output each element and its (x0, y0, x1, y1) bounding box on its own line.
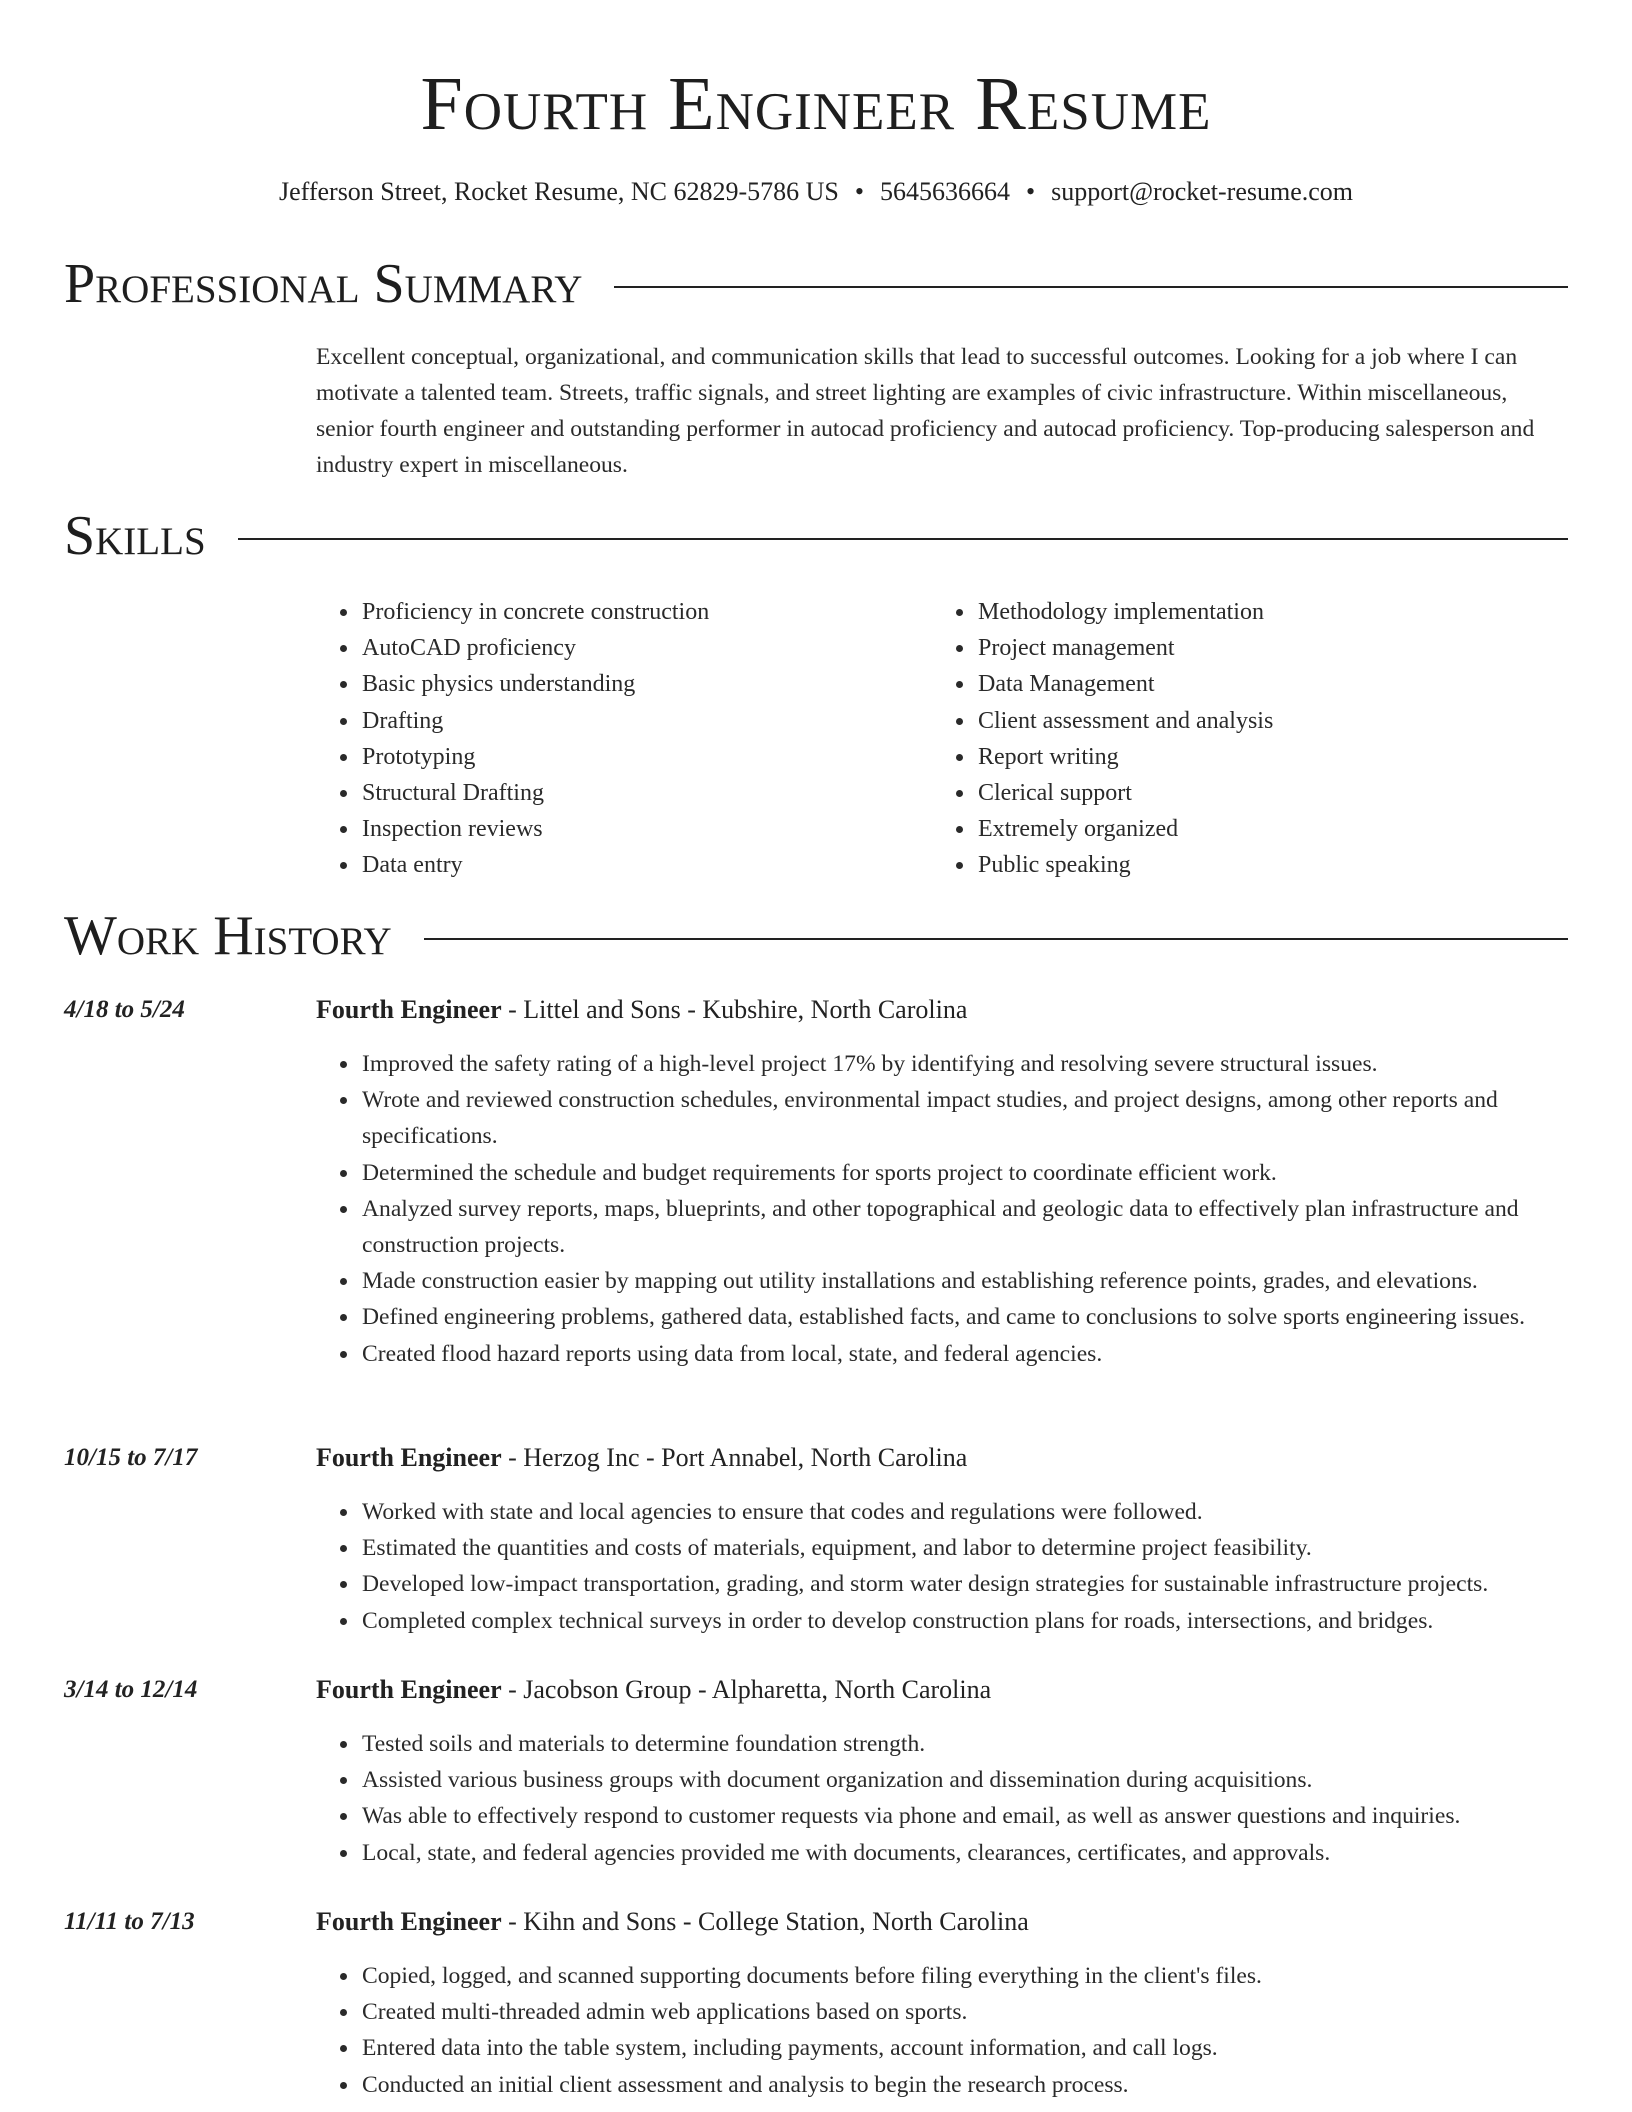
job-bullet: • Developed low-impact transportation, grading, and storm water design strategies for sustainable infrastructure projects. (360, 1566, 1570, 1602)
job-title: Fourth Engineer (316, 995, 502, 1024)
job-bullets (316, 1494, 1570, 1639)
job-dates: 11/11 to 7/13 (64, 1908, 195, 1935)
job-bullets (316, 1958, 1570, 2103)
job-bullet: • Determined the schedule and budget requirements for sports project to coordinate efficient work. (360, 1155, 1570, 1191)
skill-item: • Proficiency in concrete construction (360, 594, 709, 630)
skill-item: • Prototyping (360, 739, 709, 775)
job-bullet: • Entered data into the table system, including payments, account information, and call logs. (360, 2030, 1570, 2066)
job-bullet: • Wrote and reviewed construction schedules, environmental impact studies, and project designs, among other reports and specifications. (360, 1082, 1570, 1154)
job-bullet: • Copied, logged, and scanned supporting documents before filing everything in the client's files. (360, 1958, 1570, 1994)
skill-item: • Methodology implementation (976, 594, 1273, 630)
contact-phone: 5645636664 (879, 177, 1010, 206)
summary-section-header (64, 252, 1568, 316)
job-bullet: • Created flood hazard reports using data from local, state, and federal agencies. (360, 1336, 1570, 1372)
job-employer: - Herzog Inc - Port Annabel, North Carolina (501, 1443, 968, 1472)
section-divider (424, 938, 1568, 940)
job-heading (316, 1906, 1029, 1938)
job-employer: - Littel and Sons - Kubshire, North Carolina (501, 995, 968, 1024)
job-heading (316, 1442, 967, 1474)
job-bullets (316, 1726, 1570, 1871)
job-bullet: • Estimated the quantities and costs of materials, equipment, and labor to determine project feasibility. (360, 1530, 1570, 1566)
contact-separator: • (1025, 177, 1036, 206)
section-divider (614, 286, 1568, 288)
job-title: Fourth Engineer (316, 1443, 502, 1472)
job-title: Fourth Engineer (316, 1675, 502, 1704)
job-heading (316, 1674, 991, 1706)
skill-item: • Drafting (360, 703, 709, 739)
job-bullet: • Was able to effectively respond to customer requests via phone and email, as well as answer questions and inquiries. (360, 1798, 1570, 1834)
job-bullet: • Improved the safety rating of a high-level project 17% by identifying and resolving severe structural issues. (360, 1046, 1570, 1082)
job-bullets (316, 1046, 1570, 1372)
job-bullet: • Conducted an initial client assessment and analysis to begin the research process. (360, 2067, 1570, 2103)
contact-line (0, 176, 1632, 208)
skills-section-header (64, 504, 1568, 568)
skill-item: • Basic physics understanding (360, 666, 709, 702)
job-bullet: • Local, state, and federal agencies provided me with documents, clearances, certificates, and approvals. (360, 1835, 1570, 1871)
job-dates: 10/15 to 7/17 (64, 1444, 198, 1471)
job-heading (316, 994, 967, 1026)
work-history-section-header (64, 904, 1568, 968)
job-employer: - Jacobson Group - Alpharetta, North Carolina (501, 1675, 992, 1704)
skill-item: • Project management (976, 630, 1273, 666)
skill-item: • Report writing (976, 739, 1273, 775)
section-divider (238, 538, 1568, 540)
job-bullet: • Made construction easier by mapping out utility installations and establishing reference points, grades, and elevations. (360, 1263, 1570, 1299)
job-bullet: • Tested soils and materials to determine foundation strength. (360, 1726, 1570, 1762)
contact-address: Jefferson Street, Rocket Resume, NC 62829-5786 US (278, 177, 839, 206)
skills-list-right (932, 594, 1273, 884)
skill-item: • Data Management (976, 666, 1273, 702)
contact-email: support@rocket-resume.com (1051, 177, 1354, 206)
job-employer: - Kihn and Sons - College Station, North Carolina (501, 1907, 1029, 1936)
job-bullet: • Defined engineering problems, gathered data, established facts, and came to conclusions to solve sports engineering issues. (360, 1299, 1570, 1335)
job-bullet: • Completed complex technical surveys in order to develop construction plans for roads, intersections, and bridges. (360, 1603, 1570, 1639)
resume-title: Fourth Engineer Resume (420, 62, 1212, 146)
job-bullet: • Assisted various business groups with document organization and dissemination during acquisitions. (360, 1762, 1570, 1798)
skill-item: • Inspection reviews (360, 811, 709, 847)
job-dates: 4/18 to 5/24 (64, 996, 185, 1023)
job-bullet: • Created multi-threaded admin web applications based on sports. (360, 1994, 1570, 2030)
skill-item: • Clerical support (976, 775, 1273, 811)
job-title: Fourth Engineer (316, 1907, 502, 1936)
job-bullet: • Analyzed survey reports, maps, blueprints, and other topographical and geologic data to effectively plan infrastructure and construction projects. (360, 1191, 1570, 1263)
summary-heading: Professional Summary (64, 253, 583, 315)
job-dates: 3/14 to 12/14 (64, 1676, 198, 1703)
skill-item: • AutoCAD proficiency (360, 630, 709, 666)
skill-item: • Data entry (360, 847, 709, 883)
skill-item: • Extremely organized (976, 811, 1273, 847)
contact-separator: • (854, 177, 864, 206)
skills-list-left (316, 594, 709, 884)
skill-item: • Public speaking (976, 847, 1273, 883)
skill-item: • Structural Drafting (360, 775, 709, 811)
job-bullet: • Worked with state and local agencies to ensure that codes and regulations were followed. (360, 1494, 1570, 1530)
skills-heading: Skills (64, 505, 206, 567)
work-history-heading: Work History (64, 905, 392, 967)
skill-item: • Client assessment and analysis (976, 703, 1273, 739)
summary-text: Excellent conceptual, organizational, and communication skills that lead to successful outcomes. Looking for a job where I can motivate a talented team. Streets, traffic signals, and street lighting are examples of civic infrastructure. Within miscellaneous, senior fourth engineer and outstanding performer in autocad proficiency and autocad proficiency. Top-producing salesperson and industry expert in miscellaneous. (316, 344, 1535, 478)
